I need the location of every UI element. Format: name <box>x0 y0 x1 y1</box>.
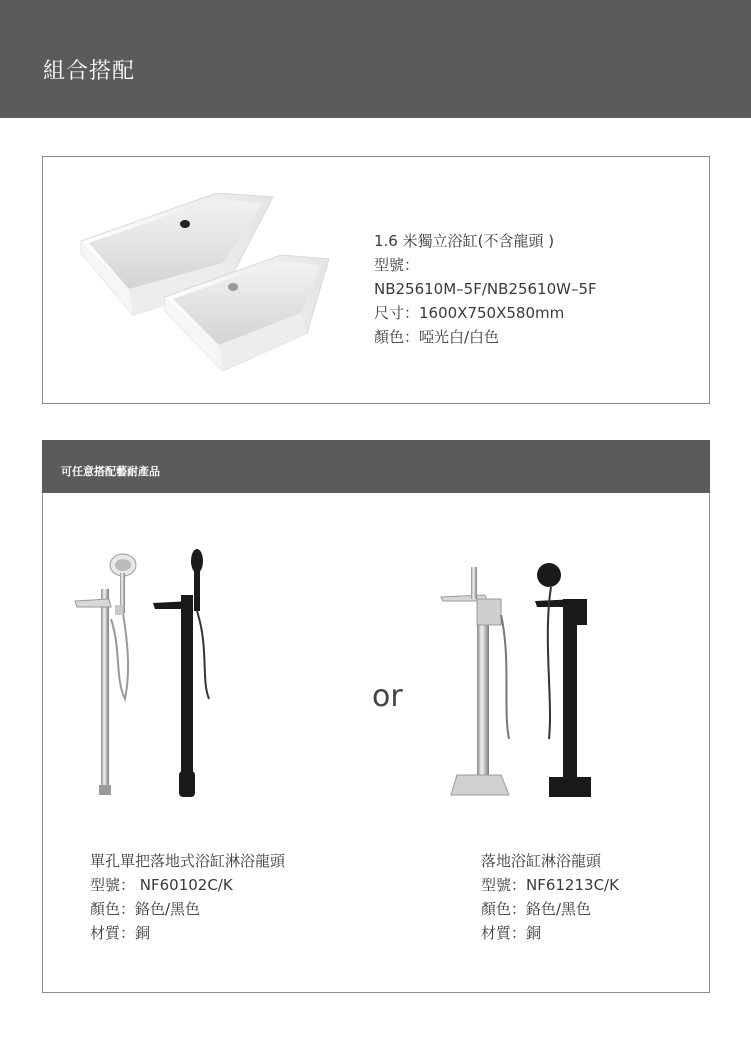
bathtub-card <box>42 156 710 404</box>
compatible-products-card <box>42 440 710 993</box>
faucet-image-nf61213 <box>437 559 607 805</box>
section-title: 可任意搭配藝耐產品 <box>61 465 160 478</box>
or-separator: or <box>372 679 403 714</box>
bathtub-model-value: NB25610M–5F/NB25610W–5F <box>374 280 597 298</box>
product-1-color: 顏色：鉻色/黑色 <box>90 900 201 918</box>
bathtub-name: 1.6 米獨立浴缸(不含龍頭 ) <box>374 232 555 250</box>
section-header <box>42 440 710 493</box>
product-2-name: 落地浴缸淋浴龍頭 <box>481 852 602 870</box>
bathtub-model-label: 型號： <box>374 256 420 274</box>
bathtub-spec <box>374 229 597 349</box>
page-header <box>0 0 751 118</box>
page-title: 組合搭配 <box>43 59 136 84</box>
bathtub-image-chrome-drain <box>161 253 336 378</box>
faucet-image-nf60102 <box>69 549 229 801</box>
product-1-material: 材質：銅 <box>90 924 151 942</box>
product-2-spec <box>481 849 619 945</box>
bathtub-size: 尺寸：1600X750X580mm <box>374 304 565 322</box>
product-2-material: 材質：銅 <box>481 924 542 942</box>
product-1-name: 單孔單把落地式浴缸淋浴龍頭 <box>90 852 286 870</box>
product-1-spec <box>90 849 285 945</box>
product-2-model: 型號：NF61213C/K <box>481 876 619 894</box>
product-1-model: 型號： NF60102C/K <box>90 876 233 894</box>
bathtub-color: 顏色：啞光白/白色 <box>374 328 500 346</box>
product-2-color: 顏色：鉻色/黑色 <box>481 900 592 918</box>
